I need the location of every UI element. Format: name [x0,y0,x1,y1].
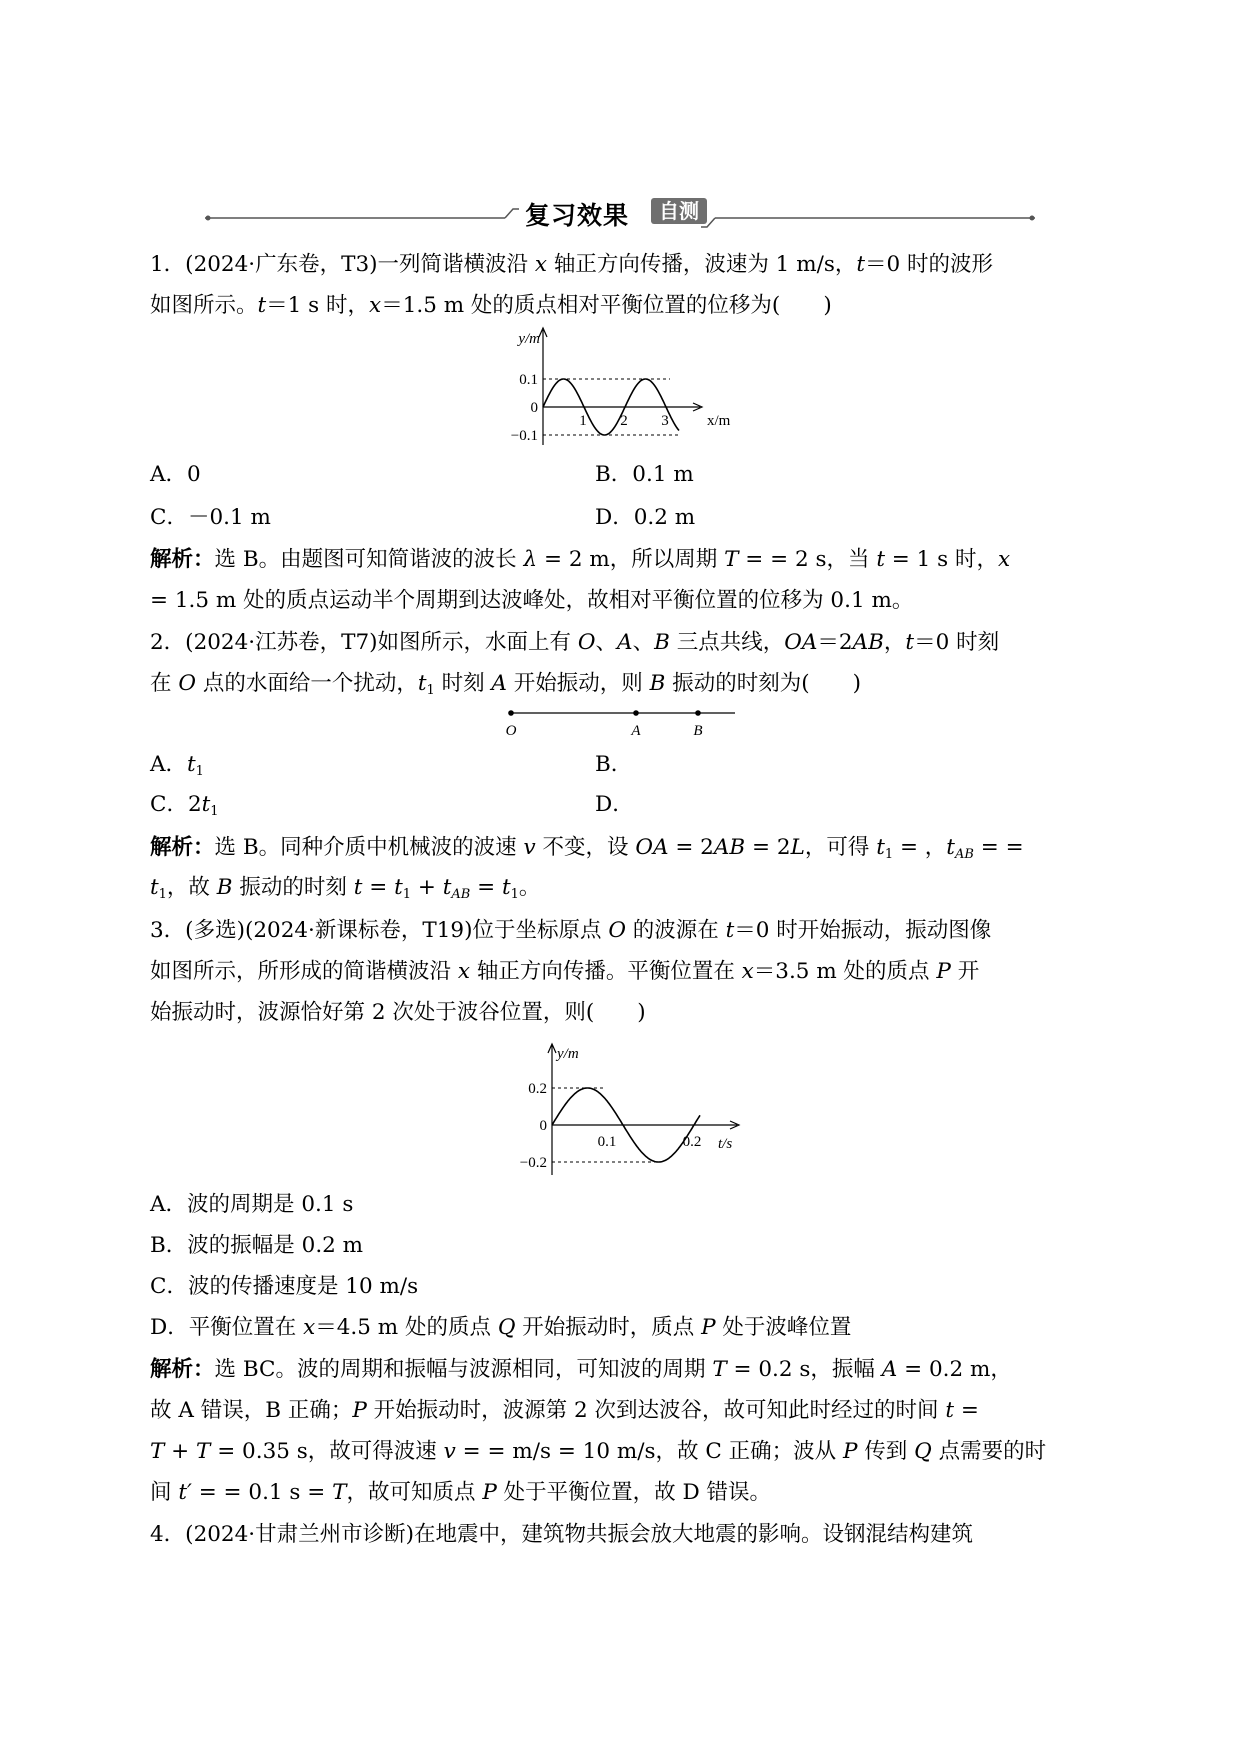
q3-y-tick: 0.2 [528,1081,547,1097]
q2-option-b: B． [595,752,633,777]
q1-waveform-figure [500,325,760,450]
q1-line2: 如图所示。t＝1 s 时，x＝1.5 m 处的质点相对平衡位置的位移为( ) [150,293,832,318]
q1-x-axis-label: x/m [707,413,731,429]
q3-x-tick: 0.2 [682,1134,702,1150]
q1-x-tick: 2 [620,413,628,429]
q2-analysis-line2: $t_1$，故 B 振动的时刻 $t = t_1 + t_{AB} = t_1$。 [150,875,541,902]
q3-option-d: D．平衡位置在 x＝4.5 m 处的质点 Q 开始振动时，质点 P 处于波峰位置 [150,1315,852,1340]
q2-option-d: D． [595,792,634,817]
q3-y-tick: 0 [539,1118,547,1134]
q3-analysis-line2: 故 A 错误，B 正确；P 开始振动时，波源第 2 次到达波谷，故可知此时经过的时间 t = [150,1398,979,1423]
section-badge: 自测 [651,198,707,224]
q1-y-tick: 0.1 [519,372,538,388]
q3-line1: 3．(多选)(2024·新课标卷，T19)位于坐标原点 O 的波源在 t＝0 时开始振动，振动图像 [150,918,992,943]
q3-analysis-line4: 间 t′ = = 0.1 s = T，故可知质点 P 处于平衡位置，故 D 错误。 [150,1480,772,1505]
section-title: 复习效果 [525,201,630,230]
q3-line3: 始振动时，波源恰好第 2 次处于波谷位置，则( ) [150,1000,646,1025]
q1-x-tick: 3 [661,413,669,429]
q2-line1: 2．(2024·江苏卷，T7)如图所示，水面上有 O、A、B 三点共线，OA＝2AB，t＝0 时刻 [150,630,1000,655]
q3-option-b: B．波的振幅是 0.2 m [150,1233,364,1258]
q1-option-a: A．0 [150,462,201,487]
q2-option-c: C．$2t_1$ [150,792,219,819]
q2-line-figure [495,705,745,740]
q3-x-axis-label: t/s [718,1136,733,1152]
q1-line1: 1．(2024·广东卷，T3)一列简谐横波沿 x 轴正方向传播，波速为 1 m/s，t＝0 时的波形 [150,252,994,277]
q4-line1: 4．(2024·甘肃兰州市诊断)在地震中，建筑物共振会放大地震的影响。设钢混结构建筑 [150,1522,974,1547]
q3-y-tick: −0.2 [519,1155,547,1171]
q1-option-c: C．－0.1 m [150,505,271,530]
q3-analysis-line1: 解析：选 BC。波的周期和振幅与波源相同，可知波的周期 T = 0.2 s，振幅 A = 0.2 m， [150,1357,1012,1382]
q1-y-tick: 0 [530,400,538,416]
q3-option-c: C．波的传播速度是 10 m/s [150,1274,419,1299]
q2-option-a: A．$t_1$ [150,752,204,779]
q1-y-tick: −0.1 [510,428,538,444]
q2-analysis-line1: 解析：选 B。同种介质中机械波的波速 v 不变，设 OA = 2AB = 2L，可得 $t_1$ = ，$t_{AB}$ = = [150,835,1024,862]
q2-line2: 在 O 点的水面给一个扰动，$t_1$ 时刻 A 开始振动，则 B 振动的时刻为( ) [150,671,862,698]
q3-option-a: A．波的周期是 0.1 s [150,1192,354,1217]
point-b-label: B [693,723,703,739]
q3-y-axis-label: y/m [557,1046,579,1062]
q1-analysis-line2: = 1.5 m 处的质点运动半个周期到达波峰处，故相对平衡位置的位移为 0.1 m。 [150,588,914,613]
q1-analysis-line1: 解析：选 B。由题图可知简谐波的波长 λ = 2 m，所以周期 T = = 2 s，当 t = 1 s 时，x [150,547,1011,572]
q1-option-b: B．0.1 m [595,462,694,487]
q3-line2: 如图所示，所形成的简谐横波沿 x 轴正方向传播。平衡位置在 x＝3.5 m 处的质点 P 开 [150,959,980,984]
point-a-label: A [631,723,641,739]
point-o-label: O [505,723,517,739]
q3-vibration-figure [505,1040,765,1180]
q3-analysis-line3: T + T = 0.35 s，故可得波速 v = = m/s = 10 m/s，故 C 正确；波从 P 传到 Q 点需要的时 [150,1439,1047,1464]
q1-y-axis-label: y/m [518,331,540,347]
q1-x-tick: 1 [579,413,587,429]
q3-x-tick: 0.1 [597,1134,617,1150]
q1-option-d: D．0.2 m [595,505,696,530]
